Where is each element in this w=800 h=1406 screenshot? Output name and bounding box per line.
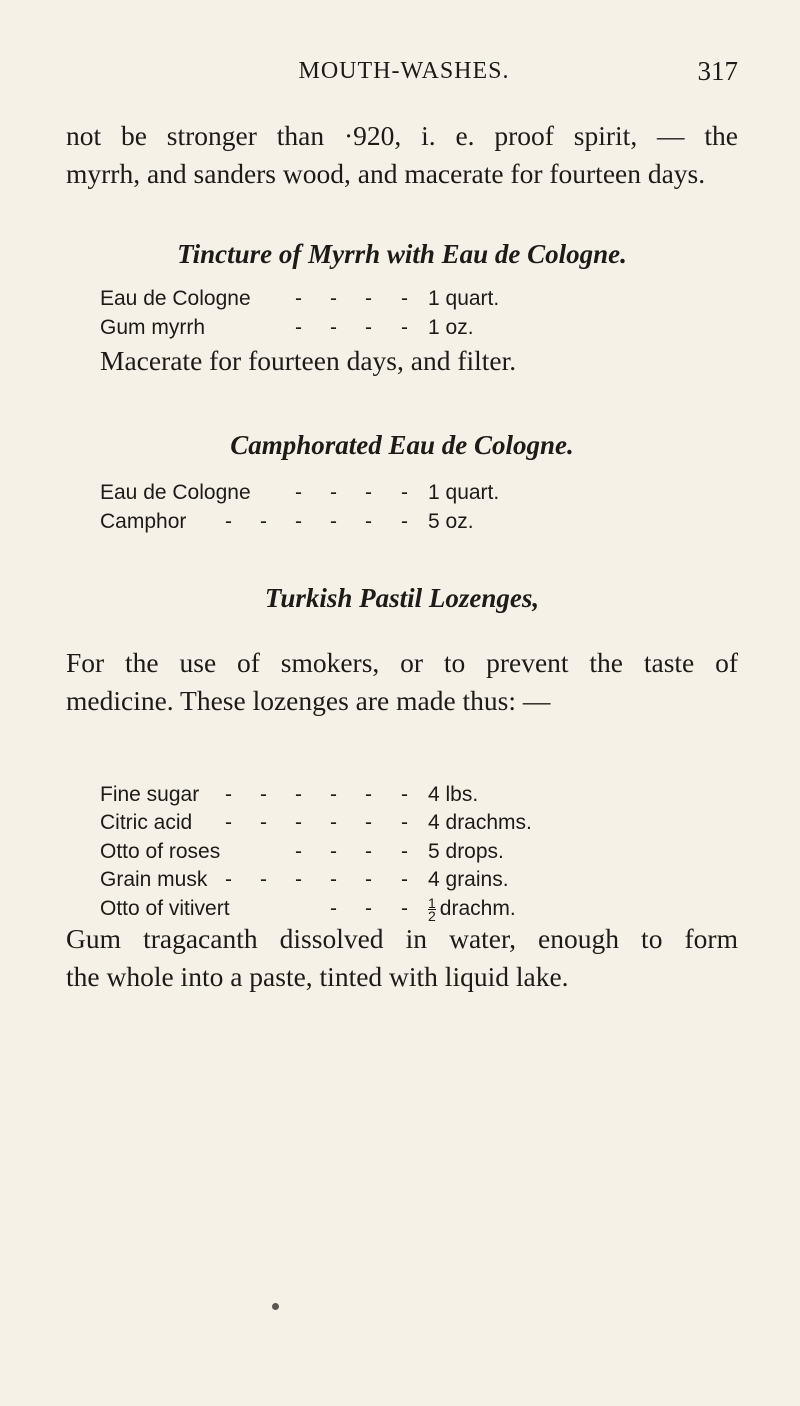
closing-rest: the whole into a paste, tinted with liquid lake. xyxy=(66,961,569,992)
recipe-turkish-lozenges xyxy=(100,781,740,923)
closing-paragraph xyxy=(66,920,738,996)
quantity-unit: drachm. xyxy=(439,896,516,920)
leader-dash: - xyxy=(330,811,337,835)
leader-dash: - xyxy=(365,316,372,339)
leader-dash: - xyxy=(401,510,408,533)
recipe-row xyxy=(100,781,740,809)
leader-dash: - xyxy=(295,316,302,339)
recipe-row xyxy=(100,809,740,837)
leader-dash: - xyxy=(260,811,267,835)
running-head xyxy=(70,56,738,92)
macerate-instruction: Macerate for fourteen days, and filter. xyxy=(100,345,517,376)
recipe-row xyxy=(100,313,740,342)
leader-dash: - xyxy=(260,868,267,892)
leader-dash: - xyxy=(365,811,372,835)
leader-dash: - xyxy=(401,896,408,920)
ingredient: Otto of vitivert xyxy=(100,896,230,920)
leader-dash: - xyxy=(330,783,337,806)
leader-dash: - xyxy=(330,481,337,504)
leader-dash: - xyxy=(295,481,302,504)
recipe-tincture-myrrh xyxy=(100,284,740,342)
leader-dash: - xyxy=(260,783,267,806)
page-number: 317 xyxy=(697,56,738,86)
leader-dash: - xyxy=(365,287,372,310)
heading-turkish-lozenges: Turkish Pastil Lozenges, xyxy=(264,583,540,613)
leader-dash: - xyxy=(295,287,302,310)
leader-dash: - xyxy=(365,839,372,863)
heading-tincture-myrrh: Tincture of Myrrh with Eau de Cologne. xyxy=(177,239,627,269)
leader-dash: - xyxy=(330,316,337,339)
leader-dash: - xyxy=(365,868,372,892)
fraction-numerator: 1 xyxy=(428,894,436,911)
leader-dash: - xyxy=(365,481,372,504)
leader-dash: - xyxy=(295,783,302,806)
leader-dash: - xyxy=(365,510,372,533)
leader-dash: - xyxy=(225,783,232,806)
lozenge-intro-line-1: For the use of smokers, or to prevent the taste of xyxy=(66,647,738,678)
leader-dash: - xyxy=(401,811,408,835)
quantity: 4 grains. xyxy=(428,868,509,892)
leader-dash: - xyxy=(225,510,232,533)
leader-dash: - xyxy=(401,481,408,504)
recipe-row xyxy=(100,478,740,507)
recipe-row xyxy=(100,895,740,923)
ingredient: Fine sugar xyxy=(100,783,200,806)
leader-dash: - xyxy=(401,868,408,892)
intro-rest: myrrh, and sanders wood, and macerate for fourteen days. xyxy=(66,158,706,189)
ingredient: Eau de Cologne xyxy=(100,287,251,310)
ingredient: Camphor xyxy=(100,510,187,533)
leader-dash: - xyxy=(330,839,337,863)
recipe-row xyxy=(100,507,740,536)
intro-paragraph xyxy=(66,117,738,193)
ingredient: Eau de Cologne xyxy=(100,481,251,504)
quantity xyxy=(428,895,516,923)
recipe-row xyxy=(100,284,740,313)
leader-dash: - xyxy=(295,839,302,863)
leader-dash: - xyxy=(401,316,408,339)
ingredient: Grain musk xyxy=(100,868,208,892)
ingredient: Citric acid xyxy=(100,811,193,835)
quantity: 5 drops. xyxy=(428,839,504,863)
quantity: 1 quart. xyxy=(428,287,500,310)
fraction-denominator: 2 xyxy=(428,907,436,924)
leader-dash: - xyxy=(365,783,372,806)
half-fraction xyxy=(428,894,436,924)
ink-speck xyxy=(272,1303,279,1310)
leader-dash: - xyxy=(295,510,302,533)
running-title: MOUTH-WASHES. xyxy=(298,58,510,84)
quantity: 1 quart. xyxy=(428,481,500,504)
intro-line-1: not be stronger than ·920, i. e. proof spirit, — the xyxy=(66,120,738,151)
recipe-row xyxy=(100,866,740,894)
recipe-row xyxy=(100,838,740,866)
quantity: 4 lbs. xyxy=(428,783,479,806)
lozenge-intro-rest: medicine. These lozenges are made thus: — xyxy=(66,685,551,716)
leader-dash: - xyxy=(295,868,302,892)
leader-dash: - xyxy=(330,287,337,310)
leader-dash: - xyxy=(365,896,372,920)
leader-dash: - xyxy=(401,783,408,806)
recipe-camphorated xyxy=(100,478,740,536)
ingredient: Otto of roses xyxy=(100,839,221,863)
closing-line-1: Gum tragacanth dissolved in water, enough to form xyxy=(66,923,738,954)
leader-dash: - xyxy=(260,510,267,533)
leader-dash: - xyxy=(330,896,337,920)
quantity: 5 oz. xyxy=(428,510,474,533)
quantity: 1 oz. xyxy=(428,316,474,339)
leader-dash: - xyxy=(330,868,337,892)
ingredient: Gum myrrh xyxy=(100,316,205,339)
leader-dash: - xyxy=(295,811,302,835)
leader-dash: - xyxy=(225,868,232,892)
leader-dash: - xyxy=(225,811,232,835)
leader-dash: - xyxy=(401,839,408,863)
leader-dash: - xyxy=(330,510,337,533)
leader-dash: - xyxy=(401,287,408,310)
quantity: 4 drachms. xyxy=(428,811,532,835)
heading-camphorated: Camphorated Eau de Cologne. xyxy=(230,430,574,460)
lozenge-intro-paragraph xyxy=(66,644,738,720)
